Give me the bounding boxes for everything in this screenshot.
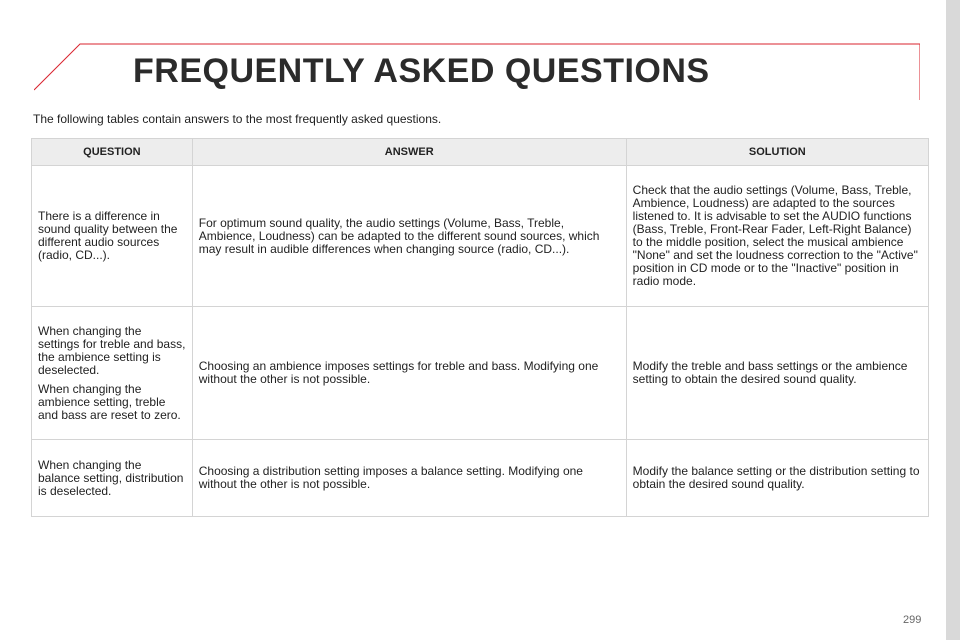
question-text: When changing the ambience setting, treble and bass are reset to zero. <box>38 381 181 422</box>
question-cell <box>32 166 193 307</box>
page-title: FREQUENTLY ASKED QUESTIONS <box>133 52 710 90</box>
table-header-row <box>32 139 929 166</box>
header-solution: SOLUTION <box>626 139 928 166</box>
faq-table <box>31 138 929 517</box>
intro-text: The following tables contain answers to the most frequently asked questions. <box>33 112 442 126</box>
question-text: When changing the settings for treble and bass, the ambience setting is deselected. <box>38 323 186 377</box>
question-text: There is a difference in sound quality between the different audio sources (radio, CD...). <box>38 209 178 262</box>
header-answer: ANSWER <box>192 139 626 166</box>
question-cell <box>32 440 193 517</box>
table-row <box>32 166 929 307</box>
header-question: QUESTION <box>32 139 193 166</box>
solution-cell: Check that the audio settings (Volume, Bass, Treble, Ambience, Loudness) are adapted to the sources listened to. It is advisable to set the AUDIO functions (Bass, Treble, Front-Rear Fader, Left-Right Balance) to the middle position, select the musical ambience "None" and set the loudness correction to the "Active" position in CD mode or to the "Inactive" position in radio mode. <box>626 166 928 307</box>
table-row <box>32 440 929 517</box>
table-row <box>32 307 929 440</box>
answer-cell: Choosing a distribution setting imposes a balance setting. Modifying one without the other is not possible. <box>192 440 626 517</box>
question-text: When changing the balance setting, distribution is deselected. <box>38 457 184 498</box>
solution-cell: Modify the treble and bass settings or the ambience setting to obtain the desired sound quality. <box>626 307 928 440</box>
page-number: 299 <box>903 614 922 626</box>
solution-cell: Modify the balance setting or the distribution setting to obtain the desired sound quality. <box>626 440 928 517</box>
question-cell <box>32 307 193 440</box>
answer-cell: Choosing an ambience imposes settings for treble and bass. Modifying one without the other is not possible. <box>192 307 626 440</box>
page-edge-strip <box>946 0 960 640</box>
answer-cell: For optimum sound quality, the audio settings (Volume, Bass, Treble, Ambience, Loudness) can be adapted to the different sound sources, which may result in audible differences when changing source (radio, CD...). <box>192 166 626 307</box>
